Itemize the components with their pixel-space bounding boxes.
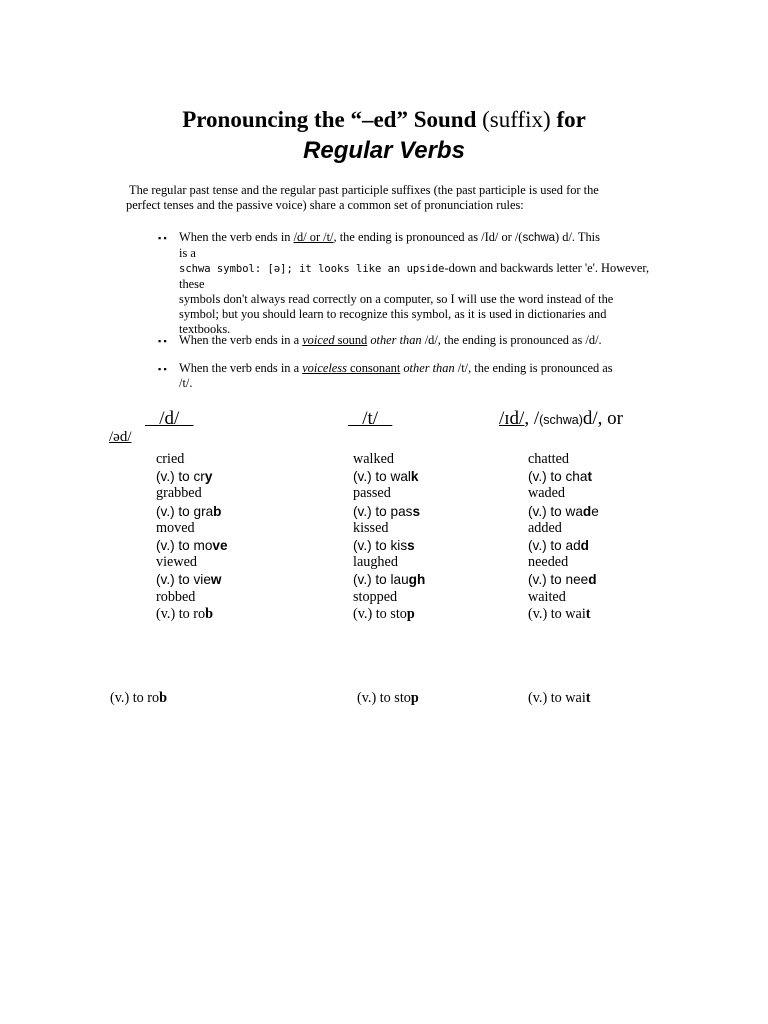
rule-bullet-3 [158,361,658,391]
past-tense-word: stopped [353,588,398,605]
intro-paragraph [126,183,646,213]
bullet-1-line-6: textbooks. [179,322,231,336]
base-verb: (v.) to walk [353,469,419,485]
past-tense-word: passed [353,485,391,502]
word-column-d [156,451,228,623]
base-verb: (v.) to pass [353,503,420,519]
past-tense-word: viewed [156,554,197,571]
bullet-marker-2: ▪ ▪ [158,336,167,346]
base-verb: (v.) to add [528,538,589,554]
word-column-id [528,451,599,623]
bullet-1-line-3: schwa symbol: [ə]; it looks like an upside-down and backwards letter 'e'. However, these [179,261,650,291]
base-verb: (v.) to grab [156,503,222,519]
past-tense-word: walked [353,451,394,467]
base-verb: (v.) to laugh [353,572,426,588]
column-header-d: /d/ [159,408,180,429]
title-part1: Pronouncing the “–ed” Sound [182,107,483,132]
base-verb: (v.) to kiss [353,538,415,554]
past-tense-word: needed [528,554,569,571]
bottom-verb-3: (v.) to wait [528,690,591,706]
base-verb: (v.) to chat [528,469,592,485]
past-tense-word: moved [156,519,195,536]
base-verb: (v.) to view [156,572,222,588]
bullet-3-line-2: /t/. [179,376,193,390]
bullet-3-text: When the verb ends in a voiceless consonant other than /t/, the ending is pronounced as [179,361,613,375]
past-tense-word: waited [528,588,566,605]
base-verb: (v.) to stop [353,605,415,622]
past-tense-word: kissed [353,519,389,536]
column-header-id: /ɪd/, /(schwa)d/, or [499,408,623,429]
page-title [0,107,768,133]
title-part3: for [550,107,586,132]
bullet-marker-3: ▪ ▪ [158,364,167,374]
past-tense-word: added [528,519,562,536]
rule-bullet-1 [158,230,658,337]
base-verb: (v.) to wait [528,605,591,622]
base-verb: (v.) to rob [156,605,214,622]
bullet-1-text: When the verb ends in /d/ or /t/, the ending is pronounced as /Id/ or /(schwa) d/. This [179,230,600,244]
past-tense-word: grabbed [156,485,202,502]
past-tense-word: chatted [528,451,569,467]
bullet-2-text: When the verb ends in a voiced sound other than /d/, the ending is pronounced as /d/. [179,333,602,347]
past-tense-word: cried [156,451,185,467]
bullet-marker-1: ▪ ▪ [158,233,167,243]
past-tense-word: waded [528,485,566,502]
base-verb: (v.) to move [156,538,228,554]
past-tense-word: robbed [156,588,196,605]
base-verb: (v.) to need [528,572,597,588]
title-suffix: (suffix) [482,107,551,132]
intro-line-2: perfect tenses and the passive voice) share a common set of pronunciation rules: [126,198,524,212]
bullet-1-line-5: symbol; but you should learn to recognize this symbol, as it is used in dictionaries and [179,307,607,321]
base-verb: (v.) to cry [156,469,213,485]
intro-line-1: The regular past tense and the regular past participle suffixes (the past participle is used for the [129,183,599,197]
word-column-t [353,451,425,623]
column-header-t: /t/ [362,408,379,429]
bullet-1-line-2: is a [179,246,196,260]
page-subtitle: Regular Verbs [303,137,465,164]
bottom-verb-1: (v.) to rob [110,690,168,706]
column-header-schwa-d: /əd/ [109,429,132,445]
past-tense-word: laughed [353,554,398,571]
base-verb: (v.) to wade [528,503,599,519]
bullet-1-line-4: symbols don't always read correctly on a computer, so I will use the word instead of the [179,292,614,306]
rule-bullet-2 [158,333,658,348]
bottom-verb-2: (v.) to stop [357,690,419,706]
